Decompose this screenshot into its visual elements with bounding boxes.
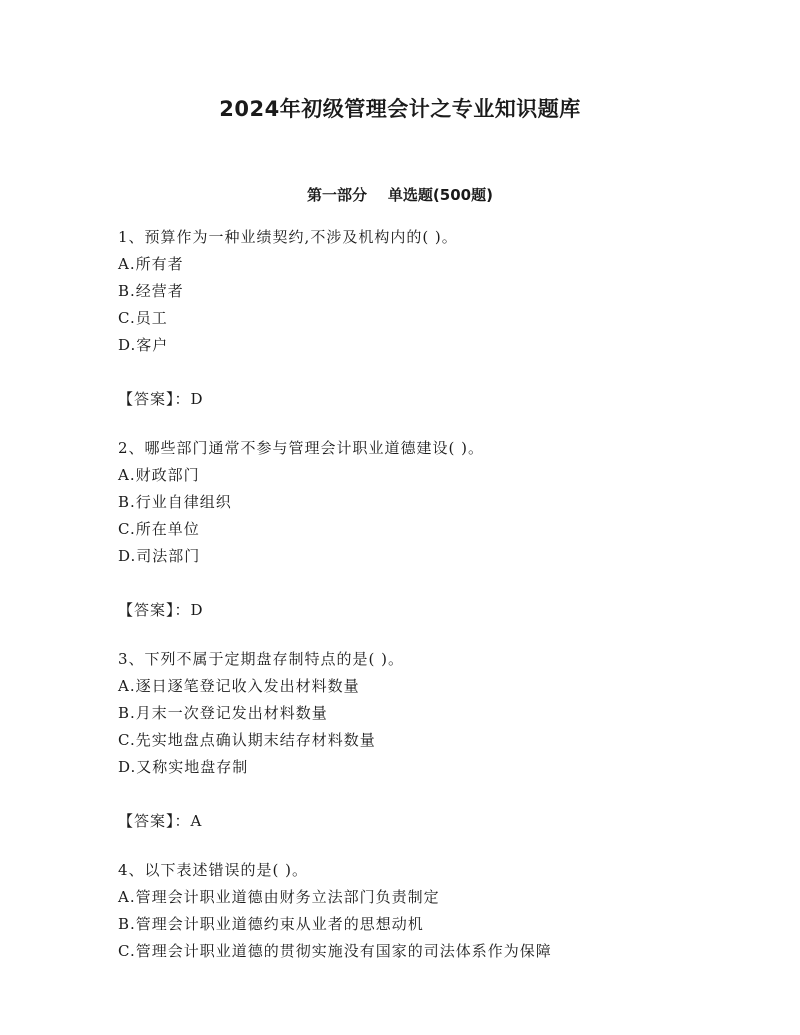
question-stem: 3、下列不属于定期盘存制特点的是( )。 [118,650,405,668]
answer-line: 【答案】：D [118,390,204,408]
option-c: C.所在单位 [118,520,200,538]
answer-line: 【答案】：A [118,812,203,830]
option-c: C.员工 [118,309,168,327]
question-item [118,646,718,835]
document-title: 2024年初级管理会计之专业知识题库 [219,97,581,121]
question-item [118,224,718,413]
option-c: C.先实地盘点确认期末结存材料数量 [118,731,376,749]
option-a: A.财政部门 [118,466,200,484]
option-c: C.管理会计职业道德的贯彻实施没有国家的司法体系作为保障 [118,942,552,960]
option-d: D.又称实地盘存制 [118,758,249,776]
option-d: D.司法部门 [118,547,201,565]
option-a: A.所有者 [118,255,184,273]
answer-line: 【答案】：D [118,601,204,619]
question-stem: 2、哪些部门通常不参与管理会计职业道德建设( )。 [118,439,485,457]
option-b: B.经营者 [118,282,184,300]
option-d: D.客户 [118,336,169,354]
option-b: B.月末一次登记发出材料数量 [118,704,328,722]
option-a: A.逐日逐笔登记收入发出材料数量 [118,677,360,695]
section-title: 第一部分 单选题(500题) [307,186,493,204]
question-stem: 4、以下表述错误的是( )。 [118,861,309,879]
question-stem: 1、预算作为一种业绩契约,不涉及机构内的( )。 [118,228,458,246]
option-b: B.管理会计职业道德约束从业者的思想动机 [118,915,424,933]
spacer [118,781,718,808]
option-b: B.行业自律组织 [118,493,232,511]
spacer [118,359,718,386]
spacer [118,570,718,597]
question-item [118,857,718,965]
question-list [118,224,718,997]
option-a: A.管理会计职业道德由财务立法部门负责制定 [118,888,440,906]
question-item [118,435,718,624]
